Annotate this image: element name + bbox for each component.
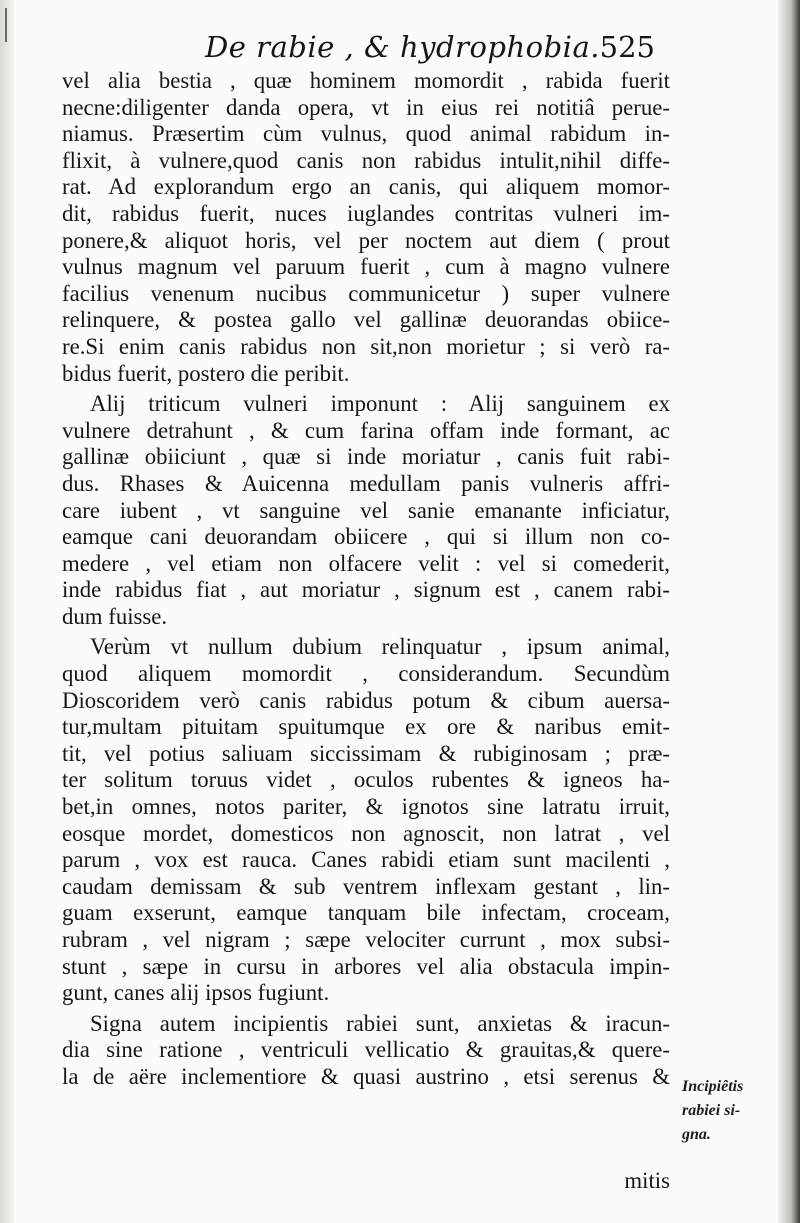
text-line: Alij triticum vulneri imponunt : Alij sanguinem ex [90, 391, 670, 417]
text-line: niamus. Præsertim cùm vulnus, quod animal rabidum in- [62, 121, 670, 147]
running-head: De rabie , & hydrophobia. [205, 30, 600, 64]
text-line: la de aëre inclementiore & quasi austrino , etsi serenus & [62, 1063, 670, 1089]
text-line: ter solitum toruus videt , oculos rubentes & igneos ha- [62, 767, 670, 793]
margin-note-line: gna. [682, 1126, 711, 1143]
text-line: caudam demissam & sub ventrem inflexam gestant , lin- [62, 873, 670, 899]
text-line: vel alia bestia , quæ hominem momordit , rabida fuerit [62, 68, 670, 93]
text-line: relinquere, & postea gallo vel gallinæ deuorandas obiice- [62, 307, 670, 333]
text-line: dia sine ratione , ventriculi vellicatio & grauitas,& quere- [62, 1037, 670, 1063]
page-edge-right [778, 0, 800, 1223]
ink-mark [5, 8, 7, 42]
text-line: care iubent , vt sanguine vel sanie emanante inficiatur, [62, 497, 670, 523]
text-line: facilius venenum nucibus communicetur ) super vulnere [62, 280, 670, 306]
text-line: necne:diligenter danda opera, vt in eius rei notitiâ perue- [62, 94, 670, 120]
text-line: re.Si enim canis rabidus non sit,non morietur ; si verò ra- [62, 333, 670, 359]
text-line: stunt , sæpe in cursu in arbores vel alia obstacula impin- [62, 953, 670, 979]
text-line: dus. Rhases & Auicenna medullam panis vulneris affri- [62, 470, 670, 496]
paragraph [62, 634, 670, 1006]
paragraph [62, 68, 670, 387]
text-line: bidus fuerit, postero die peribit. [62, 360, 350, 386]
text-line: gallinæ obiiciunt , quæ si inde moriatur , canis fuit rabi- [62, 444, 670, 470]
body-text [62, 68, 670, 1091]
text-line: medere , vel etiam non olfacere velit : vel si comederit, [62, 550, 670, 576]
text-line: Verùm vt nullum dubium relinquatur , ipsum animal, [90, 634, 670, 660]
text-line: quod aliquem momordit , considerandum. Secundùm [62, 661, 670, 687]
text-line: rat. Ad explorandum ergo an canis, qui aliquem momor- [62, 174, 670, 200]
text-line: vulnus magnum vel paruum fuerit , cum à magno vulnere [62, 254, 670, 280]
text-line: dit, rabidus fuerit, nuces iuglandes contritas vulneri im- [62, 200, 670, 226]
paragraph [62, 1011, 670, 1091]
paragraph [62, 391, 670, 630]
text-line: bet,in omnes, notos pariter, & ignotos sine latratu irruit, [62, 794, 670, 820]
text-line: tur,multam pituitam spuitumque ex ore & naribus emit- [62, 714, 670, 740]
page-number: 525 [599, 30, 655, 64]
margin-note [682, 1075, 792, 1147]
text-line: eosque mordet, domesticos non agnoscit, non latrat , vel [62, 820, 670, 846]
text-line: gunt, canes alij ipsos fugiunt. [62, 980, 330, 1006]
page-header [205, 30, 655, 70]
text-line: Dioscoridem verò canis rabidus potum & cibum auersa- [62, 687, 670, 713]
text-line: dum fuisse. [62, 603, 168, 629]
text-line: eamque cani deuorandam obiicere , qui si illum non co- [62, 524, 670, 550]
margin-note-line: Incipiêtis [682, 1078, 744, 1095]
page-gutter-left [0, 0, 14, 1223]
text-line: flixit, à vulnere,quod canis non rabidus intulit,nihil diffe- [62, 147, 670, 173]
text-line: ponere,& aliquot horis, vel per noctem aut diem ( prout [62, 227, 670, 253]
text-line: parum , vox est rauca. Canes rabidi etiam sunt macilenti , [62, 847, 670, 873]
text-line: rubram , vel nigram ; sæpe velociter currunt , mox subsi- [62, 927, 670, 952]
text-line: vulnere detrahunt , & cum farina offam inde formant, ac [62, 417, 670, 443]
text-line: guam exserunt, eamque tanquam bile infectam, croceam, [62, 900, 670, 926]
catchword: mitis [624, 1168, 670, 1193]
margin-note-line: rabiei si- [682, 1102, 741, 1119]
text-line: Signa autem incipientis rabiei sunt, anxietas & iracun- [90, 1010, 670, 1036]
text-line: inde rabidus fiat , aut moriatur , signum est , canem rabi- [62, 577, 670, 603]
text-line: tit, vel potius saliuam siccissimam & rubiginosam ; præ- [62, 740, 670, 766]
